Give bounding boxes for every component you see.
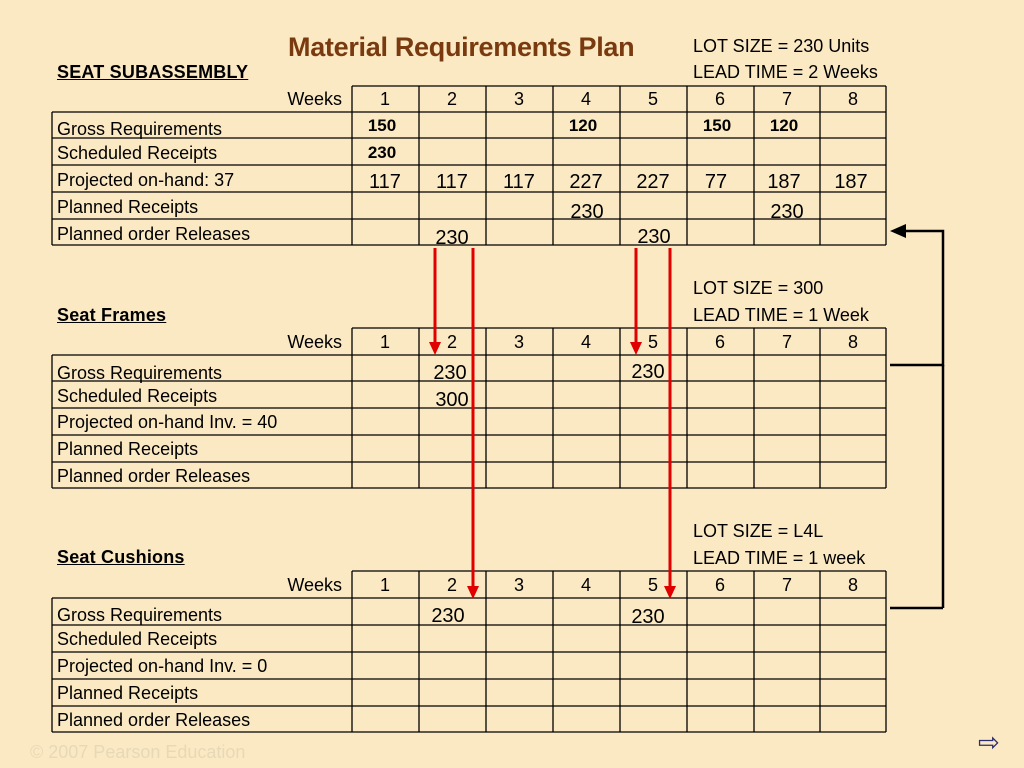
gross-cell: 230: [631, 361, 665, 383]
gross-cell: 120: [769, 116, 799, 135]
section-seat-subassembly: SEAT SUBASSEMBLY: [57, 62, 249, 82]
row-label-scheduled: Scheduled Receipts: [57, 143, 218, 163]
planned-receipt-cell: 230: [570, 201, 604, 223]
row-label-scheduled: Scheduled Receipts: [57, 386, 218, 406]
feedback-bracket: [890, 231, 943, 608]
week-header: 3: [513, 575, 524, 595]
planned-release-cell: 230: [637, 226, 671, 248]
row-label-planned: Planned Receipts: [57, 197, 199, 217]
gross-cell: 120: [568, 116, 598, 135]
scheduled-cell: 230: [367, 143, 397, 162]
onhand-cell: 227: [636, 171, 670, 193]
onhand-cell: 117: [369, 171, 401, 193]
week-header: 6: [714, 575, 725, 595]
week-header: 6: [714, 89, 725, 109]
week-header: 1: [379, 575, 390, 595]
gross-cell: 150: [367, 116, 397, 135]
row-label-onhand: Projected on-hand: 37: [57, 170, 235, 190]
row-label-gross: Gross Requirements: [57, 119, 223, 139]
lead-time-subassembly: LEAD TIME = 2 Weeks: [693, 62, 878, 82]
row-label-gross: Gross Requirements: [57, 605, 223, 625]
weeks-label: Weeks: [287, 89, 342, 109]
week-header: 7: [781, 575, 792, 595]
planned-receipt-cell: 230: [770, 201, 804, 223]
weeks-label: Weeks: [287, 575, 342, 595]
gross-cell: 230: [433, 362, 467, 384]
onhand-cell: 117: [503, 171, 535, 193]
week-header: 5: [647, 575, 658, 595]
row-label-scheduled: Scheduled Receipts: [57, 629, 218, 649]
row-label-planned: Planned Receipts: [57, 439, 199, 459]
onhand-cell: 187: [767, 171, 801, 193]
week-header: 3: [513, 89, 524, 109]
week-header: 6: [714, 332, 725, 352]
gross-cell: 230: [631, 606, 665, 628]
onhand-cell: 187: [834, 171, 868, 193]
week-header: 1: [379, 332, 390, 352]
week-header: 4: [580, 89, 591, 109]
row-label-planned: Planned Receipts: [57, 683, 199, 703]
weeks-label: Weeks: [287, 332, 342, 352]
week-header: 2: [446, 575, 457, 595]
week-header: 2: [446, 89, 457, 109]
week-header: 8: [847, 575, 858, 595]
onhand-cell: 77: [704, 171, 728, 193]
planned-release-cell: 230: [435, 227, 469, 249]
week-header: 4: [580, 575, 591, 595]
week-header: 5: [647, 332, 658, 352]
row-label-releases: Planned order Releases: [57, 466, 251, 486]
row-label-gross: Gross Requirements: [57, 363, 223, 383]
onhand-cell: 117: [436, 171, 468, 193]
section-seat-frames: Seat Frames: [57, 305, 167, 325]
row-label-onhand: Projected on-hand Inv. = 0: [57, 656, 268, 676]
scheduled-cell: 300: [435, 389, 469, 411]
week-header: 3: [513, 332, 524, 352]
week-header: 7: [781, 332, 792, 352]
row-label-releases: Planned order Releases: [57, 710, 251, 730]
week-header: 8: [847, 89, 858, 109]
week-header: 2: [446, 332, 457, 352]
next-slide-arrow-icon[interactable]: ⇨: [978, 727, 1000, 757]
lead-time-frames: LEAD TIME = 1 Week: [693, 305, 869, 325]
row-label-releases: Planned order Releases: [57, 224, 251, 244]
lead-time-cushions: LEAD TIME = 1 week: [693, 548, 866, 568]
copyright-footer: © 2007 Pearson Education: [30, 742, 246, 762]
week-header: 4: [580, 332, 591, 352]
feedback-arrowhead: [890, 224, 906, 238]
lot-size-frames: LOT SIZE = 300: [693, 278, 824, 298]
lot-size-cushions: LOT SIZE = L4L: [693, 521, 824, 541]
gross-cell: 230: [431, 605, 465, 627]
week-header: 7: [781, 89, 792, 109]
gross-cell: 150: [702, 116, 732, 135]
slide-title: Material Requirements Plan: [288, 32, 635, 62]
row-label-onhand: Projected on-hand Inv. = 40: [57, 412, 278, 432]
section-seat-cushions: Seat Cushions: [57, 547, 185, 567]
week-header: 5: [647, 89, 658, 109]
onhand-cell: 227: [569, 171, 603, 193]
week-header: 8: [847, 332, 858, 352]
lot-size-subassembly: LOT SIZE = 230 Units: [693, 36, 870, 56]
week-header: 1: [379, 89, 390, 109]
